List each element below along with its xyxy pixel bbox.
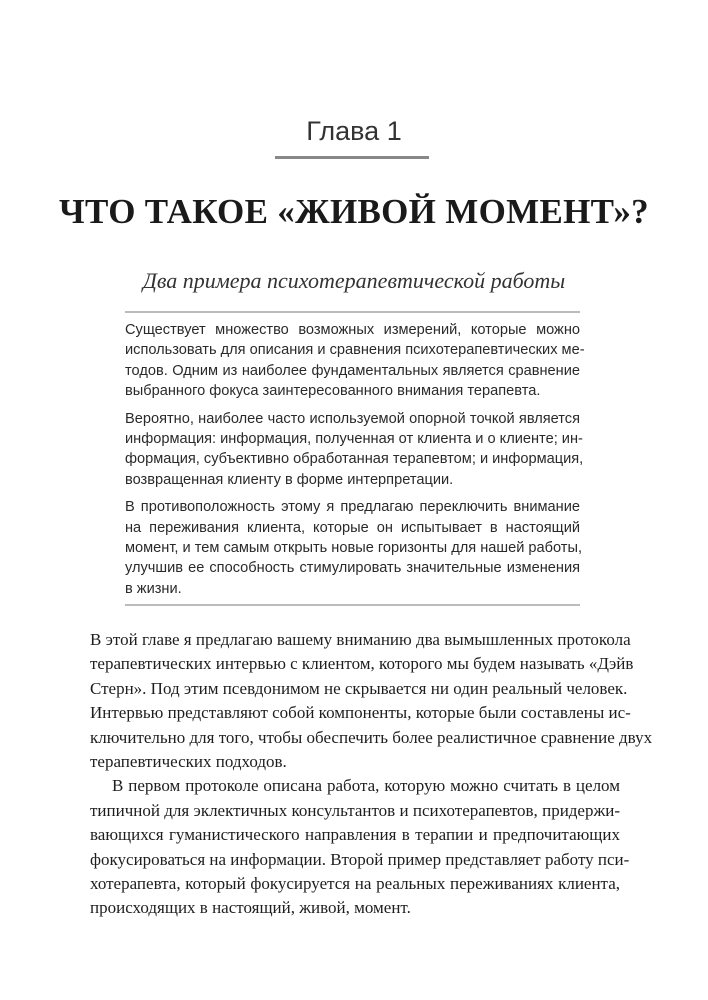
text-line: улучшив ее способность стимулировать значительные изменения (125, 560, 580, 577)
text-line: терапевтических подходов. (90, 752, 287, 772)
text-line: формация, субъективно обработанная терапевтом; и информация, (125, 451, 584, 468)
paragraph (125, 409, 584, 490)
paragraph (125, 320, 585, 401)
text-line: момент, и тем самым открыть новые горизонты для нашей работы, (125, 539, 583, 556)
text-line: выбранного фокуса заинтересованного внимания терапевта. (125, 382, 541, 399)
chapter-label: Глава 1 (306, 116, 402, 146)
text-line: Стерн». Под этим псевдонимом не скрывается ни один реальный человек. (90, 678, 628, 698)
chapter-divider (275, 156, 429, 159)
text-line: вающихся гуманистического направления в терапии и предпочитающих (90, 825, 620, 845)
text-line: типичной для эклектичных консультантов и психотерапевтов, придержи- (90, 800, 620, 820)
text-line: хотерапевта, который фокусируется на реальных переживаниях клиента, (90, 874, 620, 894)
text-line: происходящих в настоящий, живой, момент. (90, 898, 411, 918)
text-line: Существует множество возможных измерений, которые можно (125, 322, 580, 338)
text-line: В первом протоколе описана работа, которую можно считать в целом (112, 776, 620, 796)
text-line: В противоположность этому я предлагаю переключить внимание (125, 499, 580, 516)
abstract-box (125, 320, 585, 606)
chapter-subtitle: Два примера психотерапевтической работы (142, 268, 566, 293)
text-line: Интервью представляют собой компоненты, которые были составлены ис- (90, 703, 631, 723)
abstract-bottom-rule (125, 604, 580, 606)
text-line: на переживания клиента, которые он испытывает в настоящий (125, 519, 580, 536)
chapter-title: ЧТО ТАКОЕ «ЖИВОЙ МОМЕНТ»? (59, 192, 649, 231)
text-line: фокусироваться на информации. Второй пример представляет работу пси- (90, 849, 630, 869)
text-line: ключительно для того, чтобы обеспечить более реалистичное сравнение двух (90, 727, 653, 747)
text-line: использовать для описания и сравнения психотерапевтических ме- (125, 342, 585, 359)
text-line: Вероятно, наиболее часто используемой опорной точкой является (125, 410, 580, 427)
text-line: В этой главе я предлагаю вашему вниманию два вымышленных протокола (90, 630, 631, 649)
paragraph (125, 497, 583, 598)
text-line: терапевтических интервью с клиентом, которого мы будем называть «Дэйв (90, 654, 634, 674)
text-line: тодов. Одним из наиболее фундаментальных является сравнение (125, 362, 580, 379)
paragraph (90, 774, 630, 920)
text-line: в жизни. (125, 580, 182, 597)
body-text (90, 628, 653, 921)
abstract-top-rule (125, 311, 580, 313)
paragraph (90, 628, 653, 774)
text-line: возвращенная клиенту в форме интерпретации. (125, 471, 454, 488)
text-line: информация: информация, полученная от клиента и о клиенте; ин- (125, 430, 583, 447)
